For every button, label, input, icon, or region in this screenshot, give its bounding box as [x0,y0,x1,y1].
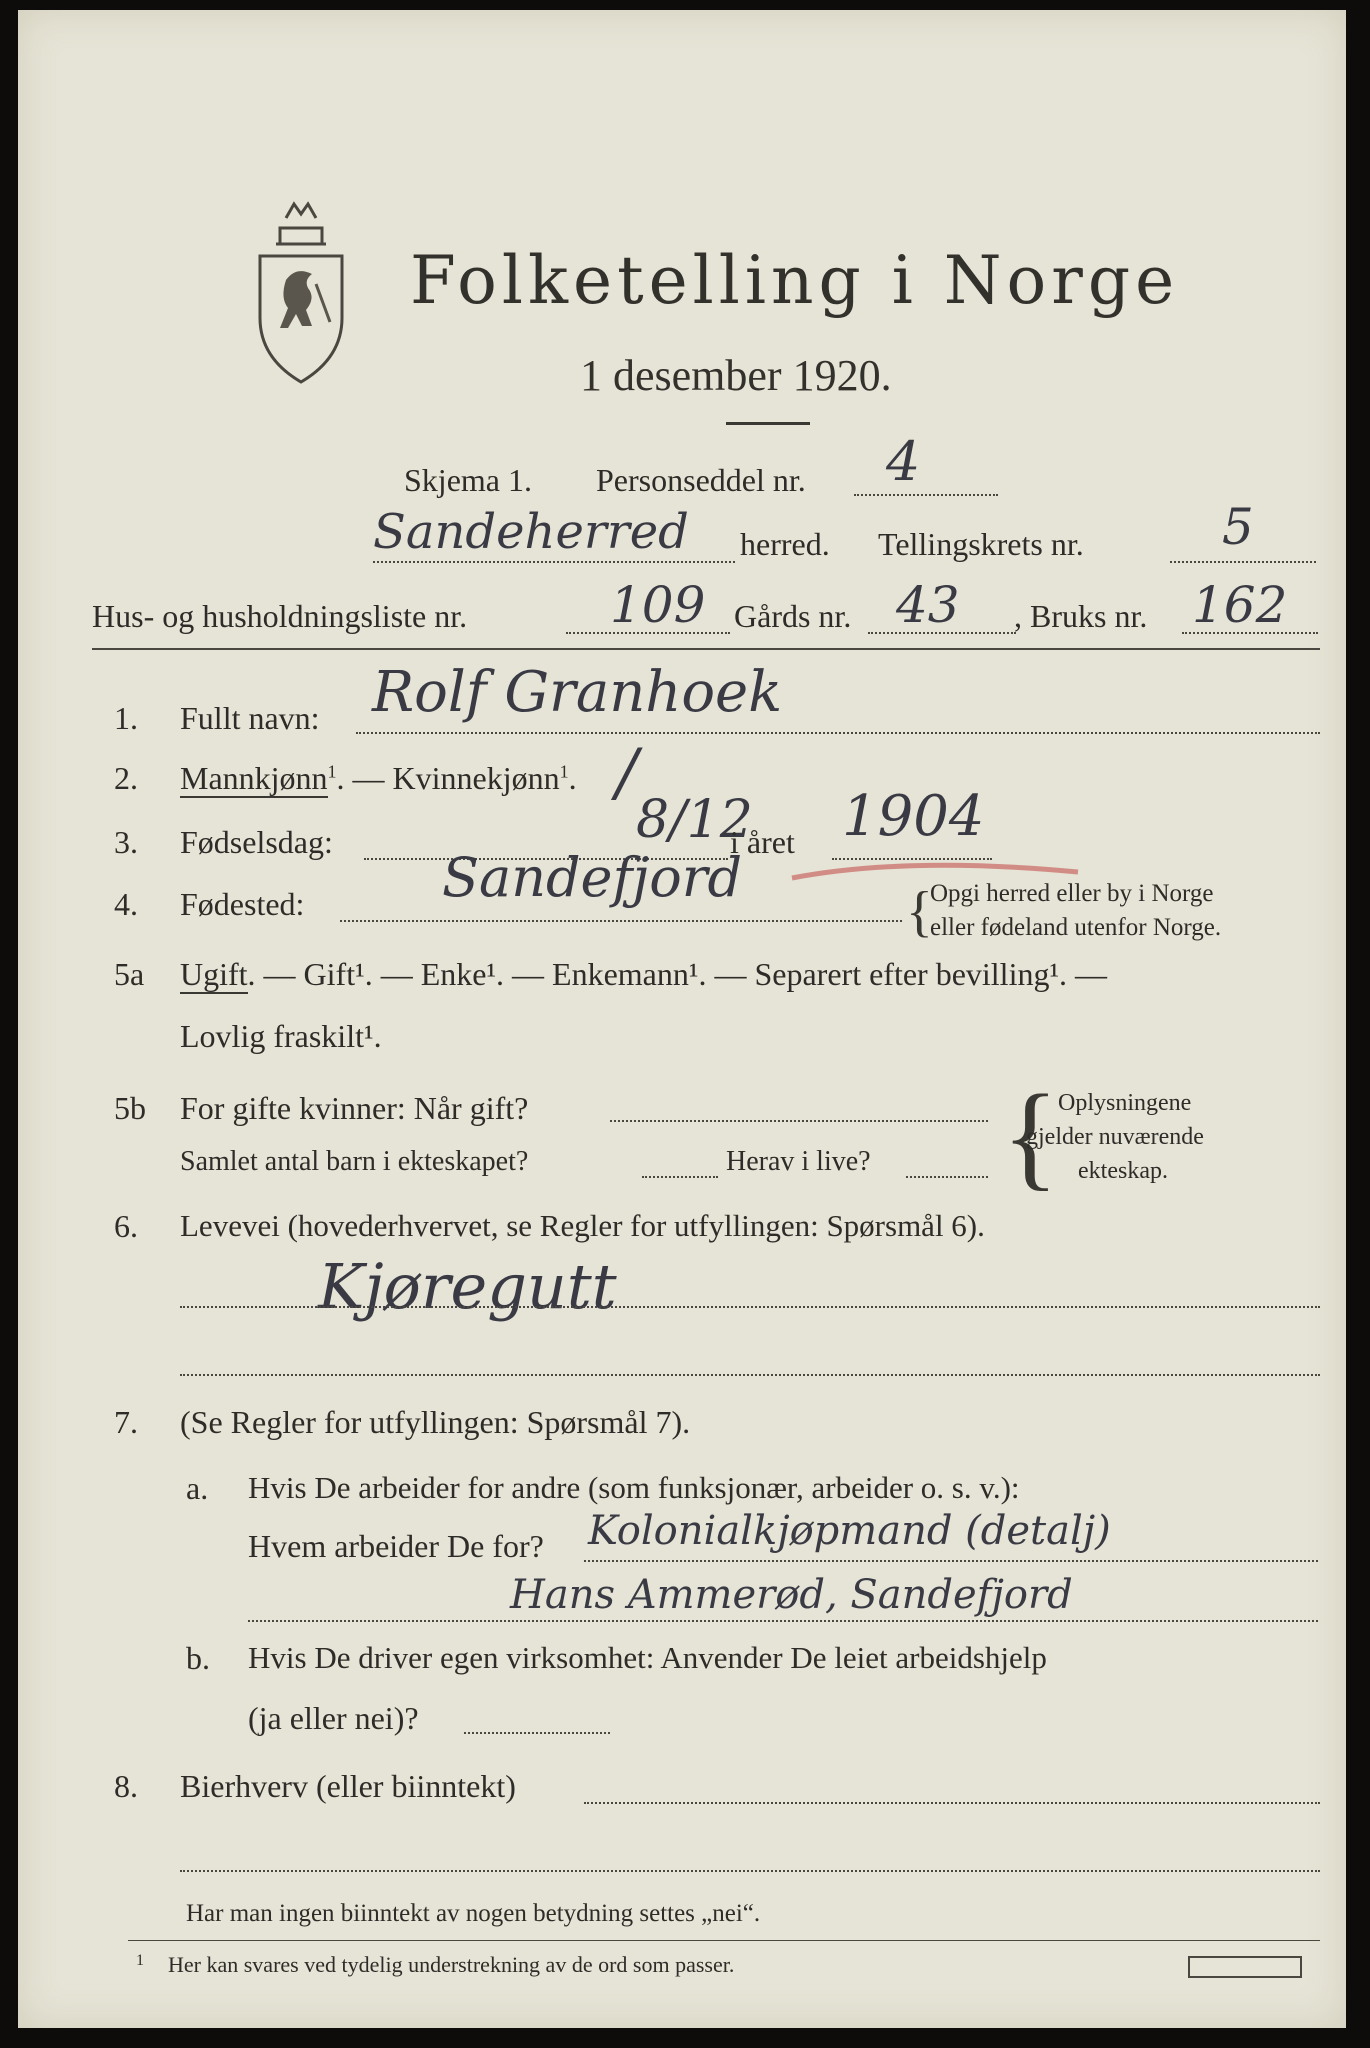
q7b-dots [464,1732,610,1734]
footer-note: Har man ingen biinntekt av nogen betydning settes „nei“. [186,1900,761,1927]
q7b-label-2: (ja eller nei)? [248,1700,419,1736]
q2-sup-1: 1 [327,761,337,782]
personseddel-value[interactable]: 4 [886,430,921,493]
herred-label: herred. [740,526,830,562]
q5b-children-dots [642,1176,718,1178]
q5b-line2a: Samlet antal barn i ekteskapet? [180,1146,529,1177]
q3-label: Fødselsdag: [180,824,333,860]
q5b-note-1: Oplysningene [1058,1090,1192,1116]
birth-year-value[interactable]: 1904 [842,784,985,849]
q4-note-2: eller fødeland utenfor Norge. [930,914,1222,941]
q7a-dots-1 [584,1560,1318,1562]
kvinnekjonn-option[interactable]: . — Kvinnekjønn [336,760,560,796]
q5b-alive-dots [906,1176,988,1178]
q5b-brace: { [1002,1070,1059,1201]
q7a-dots-2 [248,1620,1318,1622]
q7b-number: b. [186,1640,210,1676]
herred-dots [373,561,735,563]
header-rule [92,648,1320,650]
q7a-label: Hvis De arbeider for andre (som funksjonær, arbeider o. s. v.): [248,1470,1020,1505]
mannkjonn-option[interactable]: Mannkjønn [180,760,328,796]
q7-label: (Se Regler for utfyllingen: Spørsmål 7). [180,1404,691,1440]
coat-of-arms-icon [246,190,356,390]
title-divider [726,422,810,425]
employer-value-1[interactable]: Kolonialkjøpmand (detalj) [588,1508,1111,1554]
skjema-label: Skjema 1. [404,462,532,498]
hus-label: Hus- og husholdningsliste nr. [92,598,468,634]
hus-value[interactable]: 109 [610,576,706,634]
q5a-other-options[interactable]: . — Gift¹. — Enke¹. — Enkemann¹. — Separert efter bevilling¹. — [247,956,1108,992]
q4-dots [340,920,902,922]
q1-number: 1. [114,700,138,736]
census-form-sheet [18,10,1346,2028]
birthplace-value[interactable]: Sandefjord [442,846,743,909]
employer-value-2[interactable]: Hans Ammerød, Sandefjord [510,1572,1073,1618]
q1-dots [356,732,1320,734]
q5b-note-2: gjelder nuværende [1026,1124,1204,1150]
q1-label: Fullt navn: [180,700,320,736]
occupation-value[interactable]: Kjøregutt [318,1250,617,1323]
q8-label: Bierhverv (eller biinntekt) [180,1768,516,1804]
q7a-question: Hvem arbeider De for? [248,1528,544,1564]
q7b-label: Hvis De driver egen virksomhet: Anvender De leiet arbeidshjelp [248,1640,1047,1675]
year-label: i året [730,824,795,860]
bruks-label: , Bruks nr. [1014,598,1148,634]
q7-number: 7. [114,1404,138,1440]
q5b-line1: For gifte kvinner: Når gift? [180,1090,529,1126]
q3-number: 3. [114,824,138,860]
footnote-number: 1 [136,1952,144,1969]
q8-number: 8. [114,1768,138,1804]
tellingskrets-label: Tellingskrets nr. [878,526,1084,562]
bruks-value[interactable]: 162 [1192,576,1288,634]
q5b-line1-dots [610,1120,988,1122]
birth-date-value[interactable]: 8/12 [636,790,753,850]
herred-value[interactable]: Sandeherred [373,504,689,560]
personseddel-label: Personseddel nr. [596,462,806,498]
q5b-note-3: ekteskap. [1078,1158,1168,1184]
gender-mark: / [616,736,638,810]
q8-dots-2 [180,1870,1320,1872]
footnote-text: Her kan svares ved tydelig understrekning av de ord som passer. [168,1952,735,1977]
ugift-option[interactable]: Ugift [180,956,248,992]
q6-dots-2 [180,1374,1320,1376]
q7a-number: a. [186,1470,209,1506]
gards-label: Gårds nr. [734,598,852,634]
q5a-number: 5a [114,956,145,992]
q5a-line2[interactable]: Lovlig fraskilt¹. [180,1018,382,1054]
full-name-value[interactable]: Rolf Granhoek [372,660,783,725]
q2-sup-2: 1 [559,761,569,782]
q8-dots-1 [584,1802,1320,1804]
q6-number: 6. [114,1208,138,1244]
printer-stamp [1188,1956,1302,1978]
q4-number: 4. [114,886,138,922]
q6-label: Levevei (hovederhvervet, se Regler for utfyllingen: Spørsmål 6). [180,1208,985,1243]
q2-end: . [568,760,577,796]
q5b-number: 5b [114,1090,146,1126]
form-title: Folketelling i Norge [410,242,1180,319]
footer-rule [128,1940,1320,1941]
q4-brace: { [906,881,933,943]
q4-label: Fødested: [180,886,305,922]
q6-dots-1 [180,1306,1320,1308]
q2-number: 2. [114,760,138,796]
personseddel-dots [854,494,998,496]
q4-note-1: Opgi herred eller by i Norge [930,880,1214,907]
q5b-line2b: Herav i live? [726,1146,871,1177]
q5a-options [180,956,1107,993]
q2-options [180,760,577,797]
gards-value[interactable]: 43 [896,576,960,634]
tellingskrets-value[interactable]: 5 [1222,498,1254,556]
census-date: 1 desember 1920. [580,351,892,400]
tellingskrets-dots [1170,561,1316,563]
